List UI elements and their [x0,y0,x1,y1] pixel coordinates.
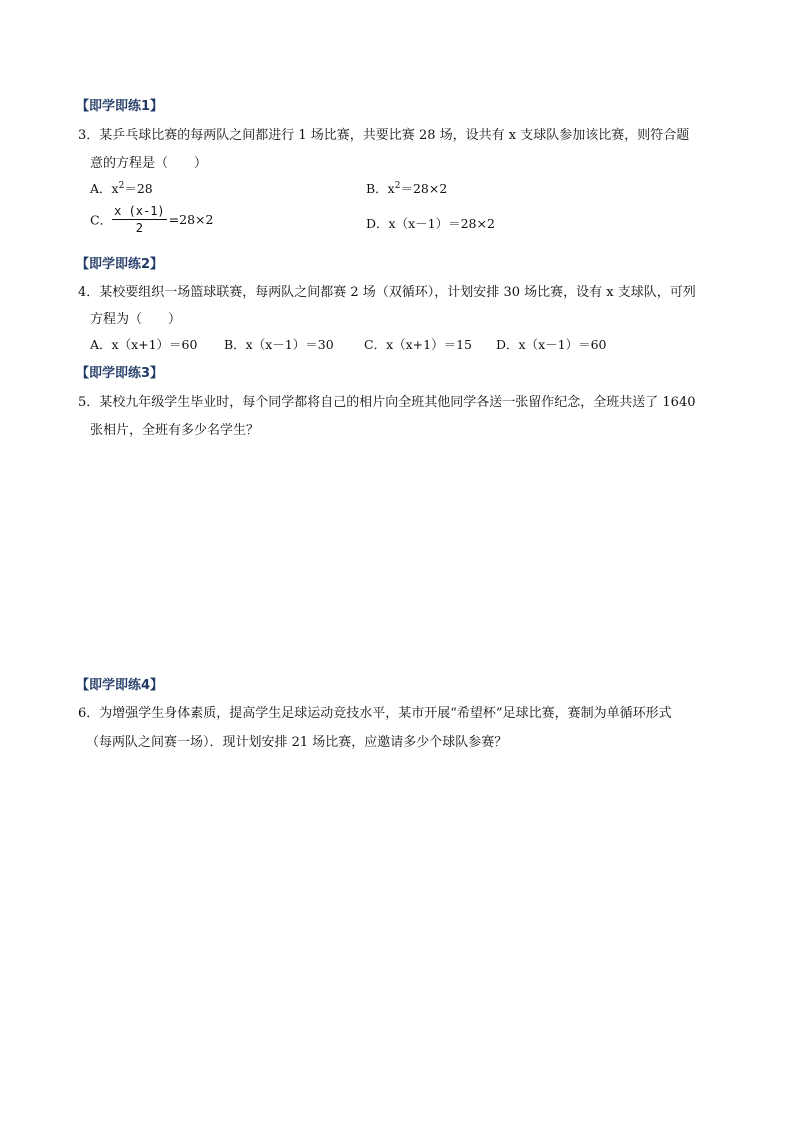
fraction-numerator: x (x-1) [114,204,165,218]
option-3c-rest: =28×2 [168,212,214,227]
question-3-line-2: 意的方程是（ ） [90,156,208,171]
option-4d: D．x（x－1）＝60 [496,337,607,352]
question-4-line-1: 4．某校要组织一场篮球联赛，每两队之间都赛 2 场（双循环），计划安排 30 场比赛，设有 x 支球队，可列 [78,285,696,300]
question-3-line-1: 3．某乒乓球比赛的每两队之间都进行 1 场比赛，共要比赛 28 场，设共有 x 支球队参加该比赛，则符合题 [78,128,690,143]
question-6-line-1: 6．为增强学生身体素质，提高学生足球运动竞技水平，某市开展“希望杯”足球比赛，赛制为单循环形式 [78,706,672,721]
section-heading-4: 【即学即练4】 [76,678,164,693]
question-4-line-2: 方程为（ ） [90,312,182,327]
option-3c-label: C． [90,212,113,228]
fraction-denominator: 2 [135,221,143,235]
option-3a-exponent: 2 [118,180,125,191]
option-4b: B．x（x－1）＝30 [224,337,334,352]
section-heading-2: 【即学即练2】 [76,257,164,272]
option-3b-rest: ＝28×2 [400,181,448,196]
option-3c [90,204,213,235]
question-6-line-2: （每两队之间赛一场）．现计划安排 21 场比赛，应邀请多少个球队参赛？ [86,735,508,750]
option-3b-exponent: 2 [394,180,401,191]
question-5-line-1: 5．某校九年级学生毕业时，每个同学都将自己的相片向全班其他同学各送一张留作纪念，全班共送了 1640 [78,395,696,410]
option-4a: A．x（x+1）＝60 [90,337,198,352]
option-3a-text: A．x [90,181,119,196]
option-3d: D．x（x－1）＝28×2 [366,216,495,231]
section-heading-1: 【即学即练1】 [76,99,164,114]
option-3c-fraction [112,204,167,235]
option-3b [366,179,447,197]
question-5-line-2: 张相片，全班有多少名学生？ [90,423,260,438]
option-3a-rest: ＝28 [124,181,153,196]
option-3a [90,179,153,197]
option-4c: C．x（x+1）＝15 [364,337,472,352]
option-3b-text: B．x [366,181,395,196]
section-heading-3: 【即学即练3】 [76,366,164,381]
